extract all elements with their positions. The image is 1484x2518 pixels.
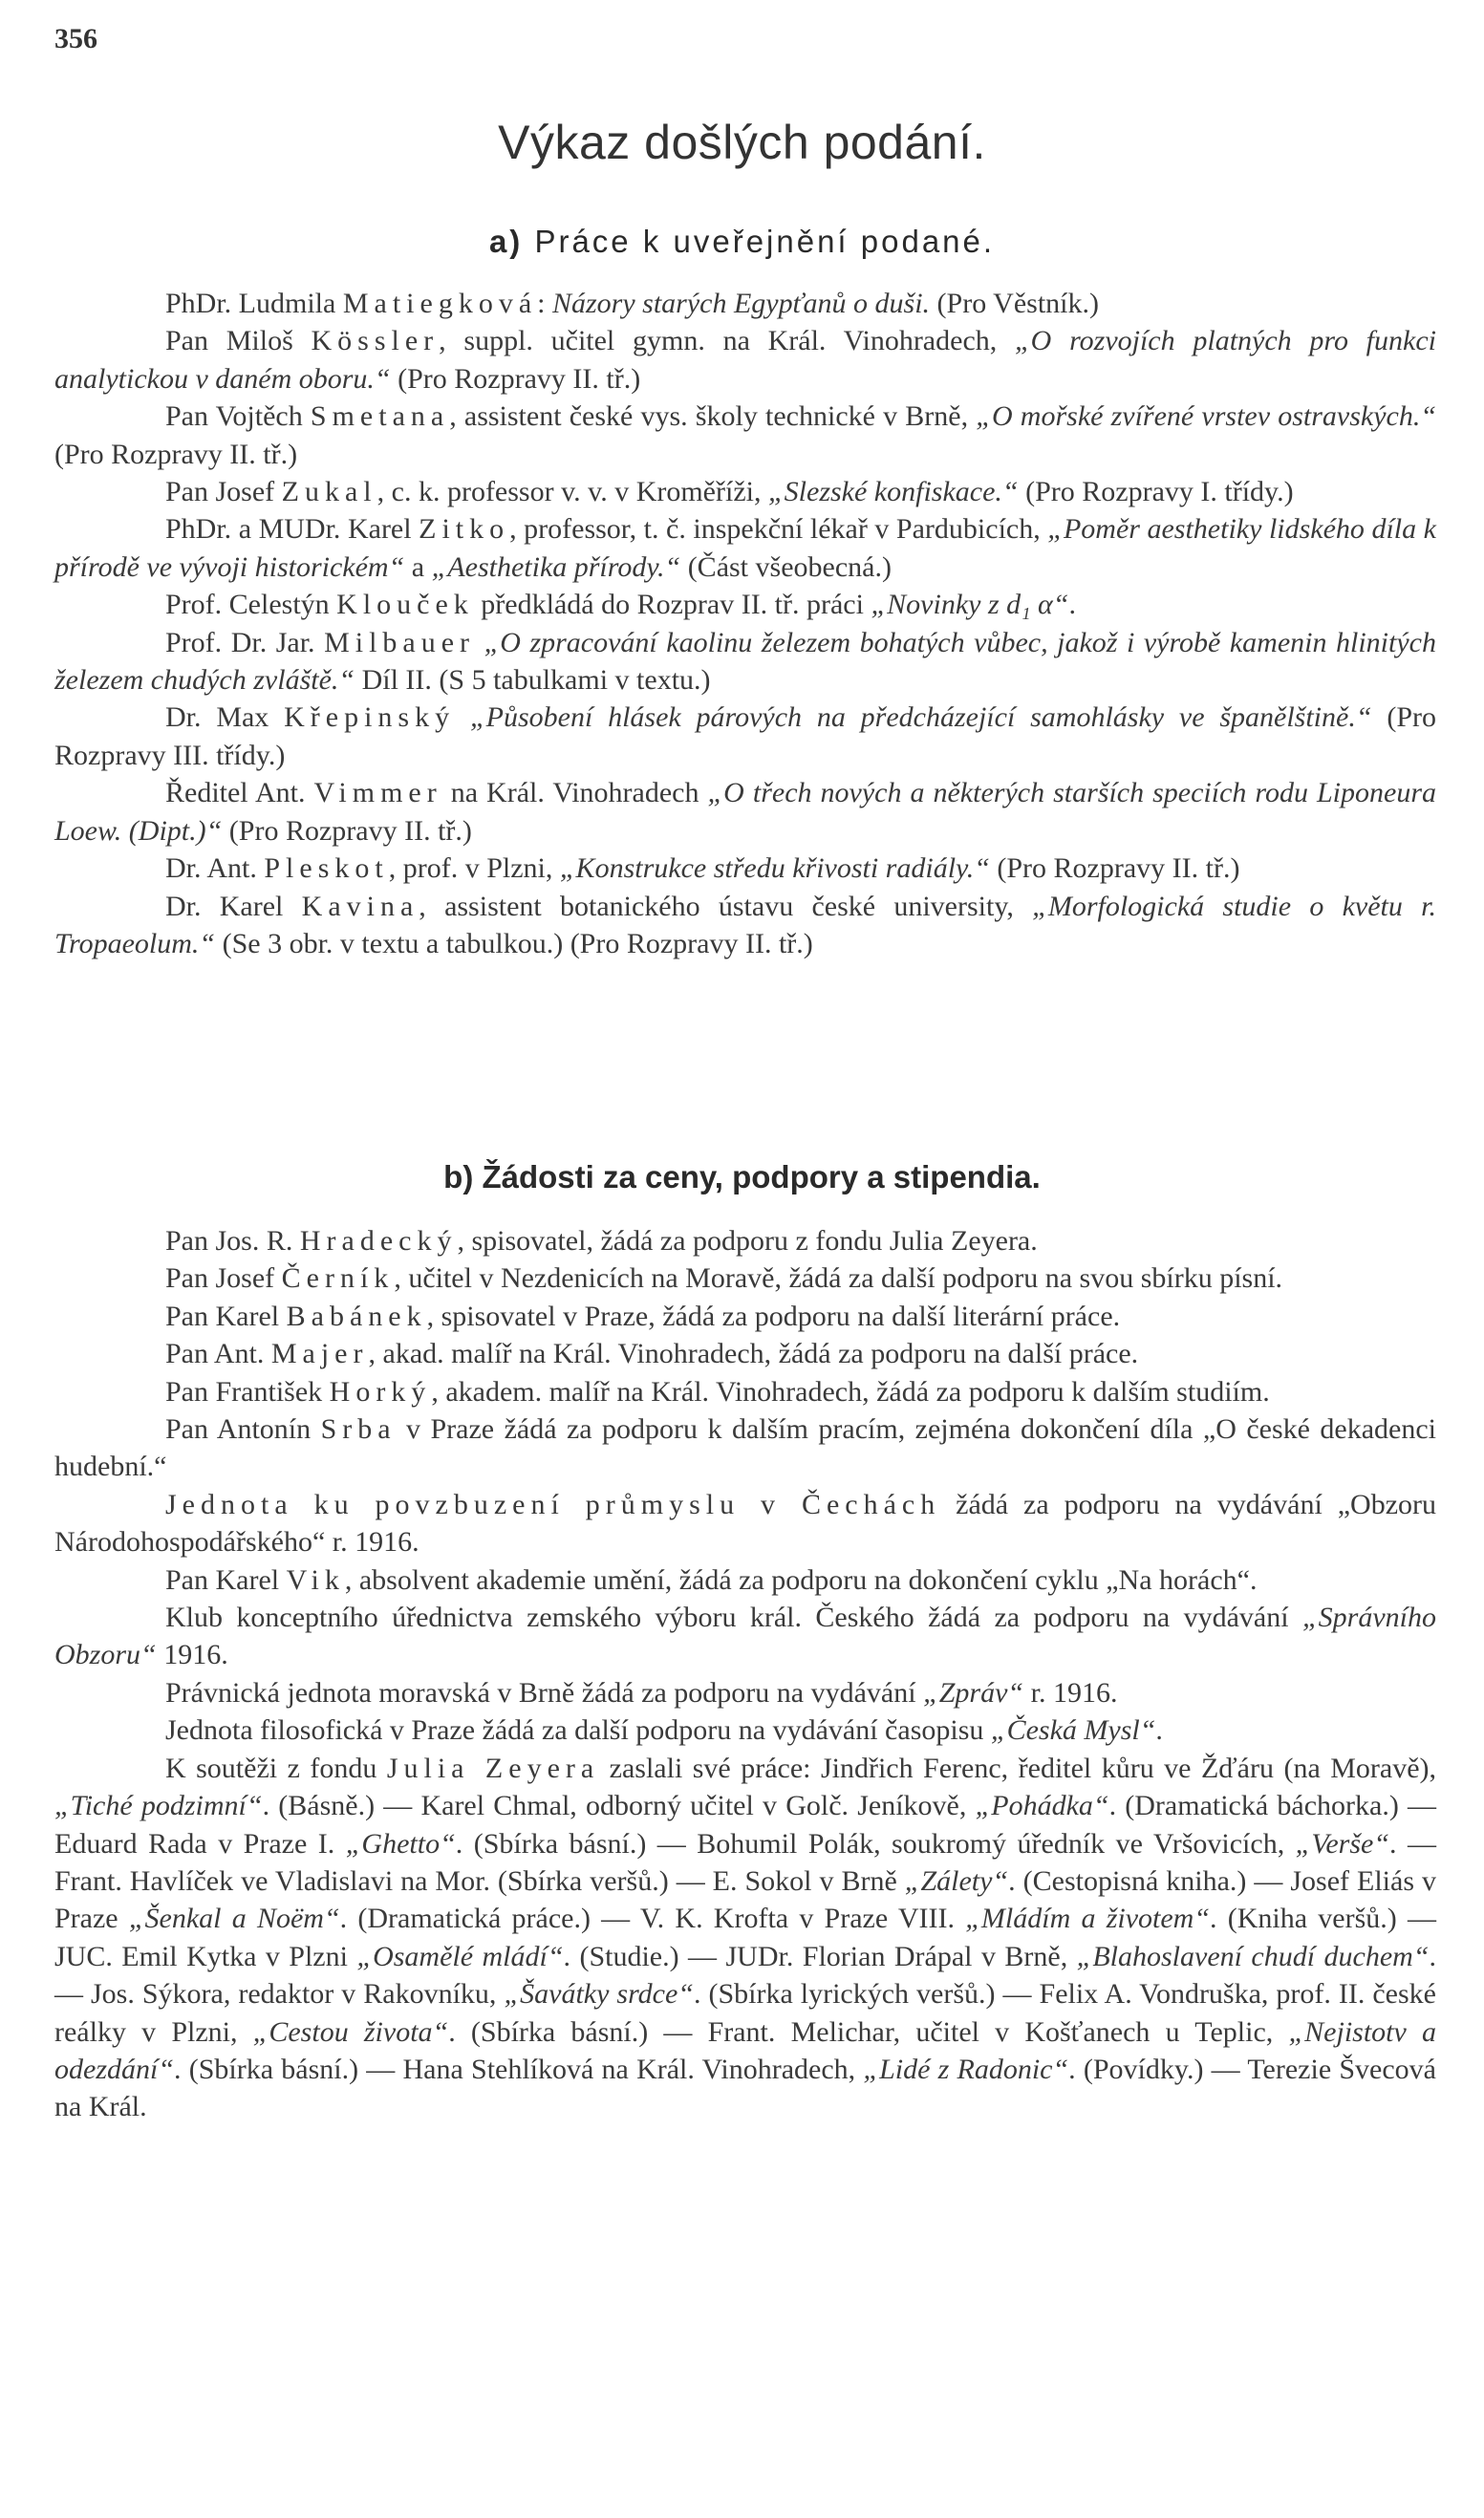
entry bbox=[54, 1711, 1436, 1749]
spaced-name: Horký bbox=[329, 1375, 432, 1408]
entry bbox=[54, 398, 1436, 473]
entry-text: (Část všeobecná.) bbox=[680, 550, 892, 583]
entry bbox=[54, 850, 1436, 887]
entry-text: . — Jos. Sýkora, redaktor v Rakovníku, bbox=[54, 1940, 1436, 2011]
entry-text: . (Básně.) — Karel Chmal, odborný učitel v Golč. Jeníkově, bbox=[262, 1790, 976, 1822]
entry-text: . bbox=[1155, 1714, 1163, 1747]
work-title: „O mořské zvířené vrstev ostravských.“ bbox=[976, 400, 1437, 433]
spaced-name: Hradecký bbox=[299, 1225, 458, 1257]
entry-text: Pan František bbox=[165, 1375, 330, 1408]
entry-text: . bbox=[1068, 589, 1076, 621]
spaced-name: Vik bbox=[286, 1563, 345, 1596]
work-title: „Mládím a životem“ bbox=[965, 1903, 1211, 1935]
entry-text: , akad. malíř na Král. Vinohradech, žádá za podporu na další práce. bbox=[368, 1338, 1139, 1370]
spaced-name: Kössler bbox=[311, 325, 440, 357]
entry-text: Pan Antonín bbox=[165, 1413, 321, 1446]
entry bbox=[54, 888, 1436, 963]
entry bbox=[54, 1259, 1436, 1297]
work-title: „Šenkal a Noëm“ bbox=[128, 1903, 340, 1935]
entry-text: . (Povídky.) — Terezie Švecová na Král. bbox=[54, 2053, 1436, 2123]
work-title: „Správního Obzoru“ bbox=[54, 1602, 1436, 1671]
entry-text: PhDr. Ludmila bbox=[165, 288, 343, 319]
entry bbox=[54, 1486, 1436, 1561]
work-title: „Verše“ bbox=[1295, 1827, 1390, 1860]
entry-text: (Pro Rozpravy I. třídy.) bbox=[1018, 476, 1294, 508]
spaced-name: Zukal bbox=[281, 476, 377, 508]
spaced-name: Pleskot bbox=[264, 852, 389, 885]
entry-text: , spisovatel v Praze, žádá za podporu na další literární práce. bbox=[426, 1300, 1121, 1332]
entry bbox=[54, 1599, 1436, 1674]
entry-text: : bbox=[537, 288, 552, 319]
entry-text: Pan Josef bbox=[165, 1262, 282, 1295]
entry bbox=[54, 322, 1436, 398]
work-title: „Zpráv“ bbox=[923, 1676, 1024, 1709]
page-title: Výkaz došlých podání. bbox=[498, 116, 986, 169]
entry bbox=[54, 586, 1436, 623]
entry-text: , c. k. professor v. v. v Kroměříži, bbox=[376, 476, 768, 508]
entry-text: . (Kniha veršů.) — JUC. Emil Kytka v Plzni bbox=[54, 1903, 1436, 1972]
entry bbox=[54, 1373, 1436, 1410]
section-a-title: Práce k uveřejnění podané. bbox=[534, 224, 996, 259]
spaced-name: Srba bbox=[320, 1413, 397, 1446]
entry-text: , absolvent akademie umění, žádá za podporu na dokončení cyklu „Na horách“. bbox=[344, 1563, 1258, 1596]
entry bbox=[54, 1674, 1436, 1711]
entry-text: žádá za podporu na vydávání „Obzoru Národohospodářského“ r. 1916. bbox=[54, 1488, 1437, 1559]
entry-text: Pan Karel bbox=[165, 1300, 287, 1332]
work-title: „Osamělé mládí“ bbox=[356, 1940, 564, 1972]
work-title: „Lidé z Radonic“ bbox=[863, 2053, 1069, 2085]
spaced-name: Černík bbox=[281, 1262, 395, 1295]
entry-text: Díl II. (S 5 tabulkami v textu.) bbox=[355, 664, 711, 697]
entry-text: , spisovatel, žádá za podporu z fondu Julia Zeyera. bbox=[457, 1225, 1038, 1257]
work-title: „Konstrukce středu křivosti radiály.“ bbox=[559, 852, 990, 885]
work-title: „Ghetto“ bbox=[345, 1827, 456, 1860]
entry-text: (Pro Rozpravy III. třídy.) bbox=[54, 701, 1437, 771]
work-title: „Zálety“ bbox=[904, 1864, 1009, 1897]
entry-text: Ředitel Ant. bbox=[165, 777, 314, 809]
work-title: „Novinky z d₁ α“ bbox=[871, 589, 1069, 621]
entry bbox=[54, 699, 1436, 774]
spaced-name: Matiegková bbox=[342, 288, 538, 319]
section-b-heading bbox=[0, 1159, 1484, 1195]
entry-text: PhDr. a MUDr. Karel bbox=[165, 513, 419, 546]
entry-text: Právnická jednota moravská v Brně žádá za podporu na vydávání bbox=[165, 1676, 924, 1709]
spaced-name: Babánek bbox=[286, 1300, 427, 1332]
entry-text: Pan Vojtěch bbox=[165, 400, 311, 433]
entry bbox=[54, 1410, 1436, 1486]
entry-text: , učitel v Nezdenicích na Moravě, žádá za další podporu na svou sbírku písní. bbox=[394, 1262, 1283, 1295]
work-title: „O rozvojích platných pro funkci analytickou v daném oboru.“ bbox=[54, 325, 1436, 395]
entry-text: , professor, t. č. inspekční lékař v Pardubicích, bbox=[509, 513, 1048, 546]
work-title: „O zpracování kaolinu železem bohatých vůbec, jakož i výrobě kamenin hlinitých železem chudých zvláště.“ bbox=[54, 626, 1436, 697]
entry-text: (Pro Rozpravy II. tř.) bbox=[989, 852, 1240, 885]
section-a-heading bbox=[0, 224, 1484, 260]
entry-text: Pan Jos. R. bbox=[165, 1225, 300, 1257]
entry bbox=[54, 510, 1436, 586]
entry-text: , assistent botanického ústavu české university, bbox=[419, 890, 1033, 922]
entry-text: Klub konceptního úřednictva zemského výboru král. Českého žádá za podporu na vydávání bbox=[165, 1602, 1302, 1634]
entry-text: Prof. Celestýn bbox=[165, 589, 337, 621]
page-number: 356 bbox=[54, 23, 97, 54]
entry bbox=[54, 1561, 1436, 1599]
section-b-body bbox=[54, 1222, 1436, 2126]
work-title: „Blahoslavení chudí duchem“ bbox=[1076, 1940, 1430, 1972]
work-title: „O třech nových a některých starších speciích rodu Liponeura Loew. (Dipt.)“ bbox=[54, 777, 1437, 847]
entry-text: . (Sbírka básní.) — Frant. Melichar, učitel v Košťanech u Teplic, bbox=[448, 2015, 1289, 2048]
entry bbox=[54, 1335, 1436, 1372]
entry-text: , akadem. malíř na Král. Vinohradech, žádá za podporu k dalším studiím. bbox=[431, 1375, 1270, 1408]
entry bbox=[54, 285, 1436, 322]
work-title: „Působení hlásek párových na předcházející samohlásky ve španělštině.“ bbox=[469, 701, 1372, 734]
entry bbox=[54, 774, 1436, 850]
entry bbox=[54, 1222, 1436, 1259]
entry-text: na Král. Vinohradech bbox=[441, 777, 708, 809]
entry-text: (Pro Rozpravy II. tř.) bbox=[222, 814, 472, 847]
entry-text: Pan Karel bbox=[165, 1563, 287, 1596]
entry-text: . — Frant. Havlíček ve Vladislavi na Mor. (Sbírka veršů.) — E. Sokol v Brně bbox=[54, 1827, 1436, 1897]
entry-text: (Se 3 obr. v textu a tabulkou.) (Pro Rozpravy II. tř.) bbox=[215, 927, 813, 959]
spaced-name: Milbauer bbox=[324, 626, 476, 658]
entry-text: . (Cestopisná kniha.) — Josef Eliás v Praze bbox=[54, 1864, 1436, 1935]
entry-text: . (Sbírka básní.) — Bohumil Polák, soukromý úředník ve Vršovicích, bbox=[455, 1827, 1296, 1860]
entry-text: Prof. Dr. Jar. bbox=[165, 626, 325, 658]
spaced-name: Zitko bbox=[419, 513, 510, 546]
entry-text: 1916. bbox=[156, 1639, 228, 1671]
entry-text: , prof. v Plzni, bbox=[388, 852, 560, 885]
entry-text: předkládá do Rozprav II. tř. práci bbox=[473, 589, 871, 621]
entry-text: Dr. Ant. bbox=[165, 852, 265, 885]
spaced-name: Vimmer bbox=[313, 777, 442, 809]
entry-text: . (Studie.) — JUDr. Florian Drápal v Brně, bbox=[563, 1940, 1077, 1972]
work-title: „Slezské konfiskace.“ bbox=[767, 476, 1019, 508]
entry-text: zaslali své práce: Jindřich Ferenc, ředitel kůru ve Žďáru (na Moravě), bbox=[599, 1752, 1437, 1784]
entry-text: v Praze žádá za podporu k dalším pracím, zejména dokončení díla „O české dekadenci hudební.“ bbox=[54, 1413, 1436, 1483]
entry bbox=[54, 624, 1436, 699]
entry-text: . (Dramatická práce.) — V. K. Krofta v Praze VIII. bbox=[339, 1903, 966, 1935]
entry-text: . (Sbírka básní.) — Hana Stehlíková na Král. Vinohradech, bbox=[174, 2053, 864, 2085]
spaced-name: Julia Zeyera bbox=[386, 1752, 600, 1784]
work-title: „Šavátky srdce“ bbox=[504, 1978, 694, 2011]
entry-text bbox=[455, 701, 470, 733]
spaced-name: Kavina bbox=[301, 890, 419, 922]
section-b-marker: b) bbox=[443, 1159, 474, 1194]
entry-text: Dr. Karel bbox=[165, 890, 302, 922]
entry-text: (Pro Rozpravy II. tř.) bbox=[54, 438, 298, 470]
spaced-name: Majer bbox=[270, 1338, 369, 1370]
entry-text: , suppl. učitel gymn. na Král. Vinohradech, bbox=[439, 325, 1015, 357]
work-title: „Nejistotv a odezdání“ bbox=[54, 2015, 1436, 2085]
entry bbox=[54, 1750, 1436, 2126]
entry-text: Pan Josef bbox=[165, 476, 282, 508]
work-title: „Tiché podzimní“ bbox=[54, 1790, 263, 1822]
work-title: „Aesthetika přírody.“ bbox=[431, 550, 681, 583]
entry-text: a bbox=[404, 550, 432, 583]
work-title: „Cestou života“ bbox=[252, 2015, 449, 2048]
entry-text: . (Dramatická báchorka.) — Eduard Rada v Praze I. bbox=[54, 1790, 1437, 1860]
spaced-name: Jednota ku povzbuzení průmyslu v Čechách bbox=[165, 1488, 941, 1520]
entry-text: K soutěži z fondu bbox=[165, 1752, 387, 1784]
entry-text: Pan Miloš bbox=[165, 325, 312, 357]
work-title: „Česká Mysl“ bbox=[990, 1714, 1156, 1747]
work-title: Názory starých Egypťanů o duši. bbox=[551, 288, 931, 319]
entry bbox=[54, 473, 1436, 510]
entry-text: Jednota filosofická v Praze žádá za další podporu na vydávání časopisu bbox=[165, 1714, 991, 1747]
section-a-marker: a) bbox=[488, 224, 524, 259]
spaced-name: Křepinský bbox=[284, 701, 456, 734]
spaced-name: Klouček bbox=[336, 589, 474, 621]
work-title: „Pohádka“ bbox=[975, 1790, 1109, 1822]
entry-text: Pan Ant. bbox=[165, 1338, 271, 1370]
spaced-name: Smetana bbox=[310, 400, 450, 433]
section-a-body bbox=[54, 285, 1436, 962]
entry-text: (Pro Věstník.) bbox=[930, 288, 1099, 319]
section-b-title: Žádosti za ceny, podpory a stipendia. bbox=[482, 1159, 1041, 1194]
entry-text: . (Sbírka lyrických veršů.) — Felix A. Vondruška, prof. II. české reálky v Plzni, bbox=[54, 1978, 1436, 2048]
entry-text: , assistent české vys. školy technické v Brně, bbox=[449, 400, 977, 433]
entry-text: (Pro Rozpravy II. tř.) bbox=[390, 362, 641, 395]
entry bbox=[54, 1298, 1436, 1335]
entry-text bbox=[475, 627, 484, 658]
work-title: „Poměr aesthetiky lidského díla k přírodě ve vývoji historickém“ bbox=[54, 513, 1436, 583]
entry-text: r. 1916. bbox=[1023, 1676, 1118, 1709]
work-title: „Morfologická studie o květu r. Tropaeolum.“ bbox=[54, 890, 1436, 959]
entry-text: Dr. Max bbox=[165, 701, 285, 734]
